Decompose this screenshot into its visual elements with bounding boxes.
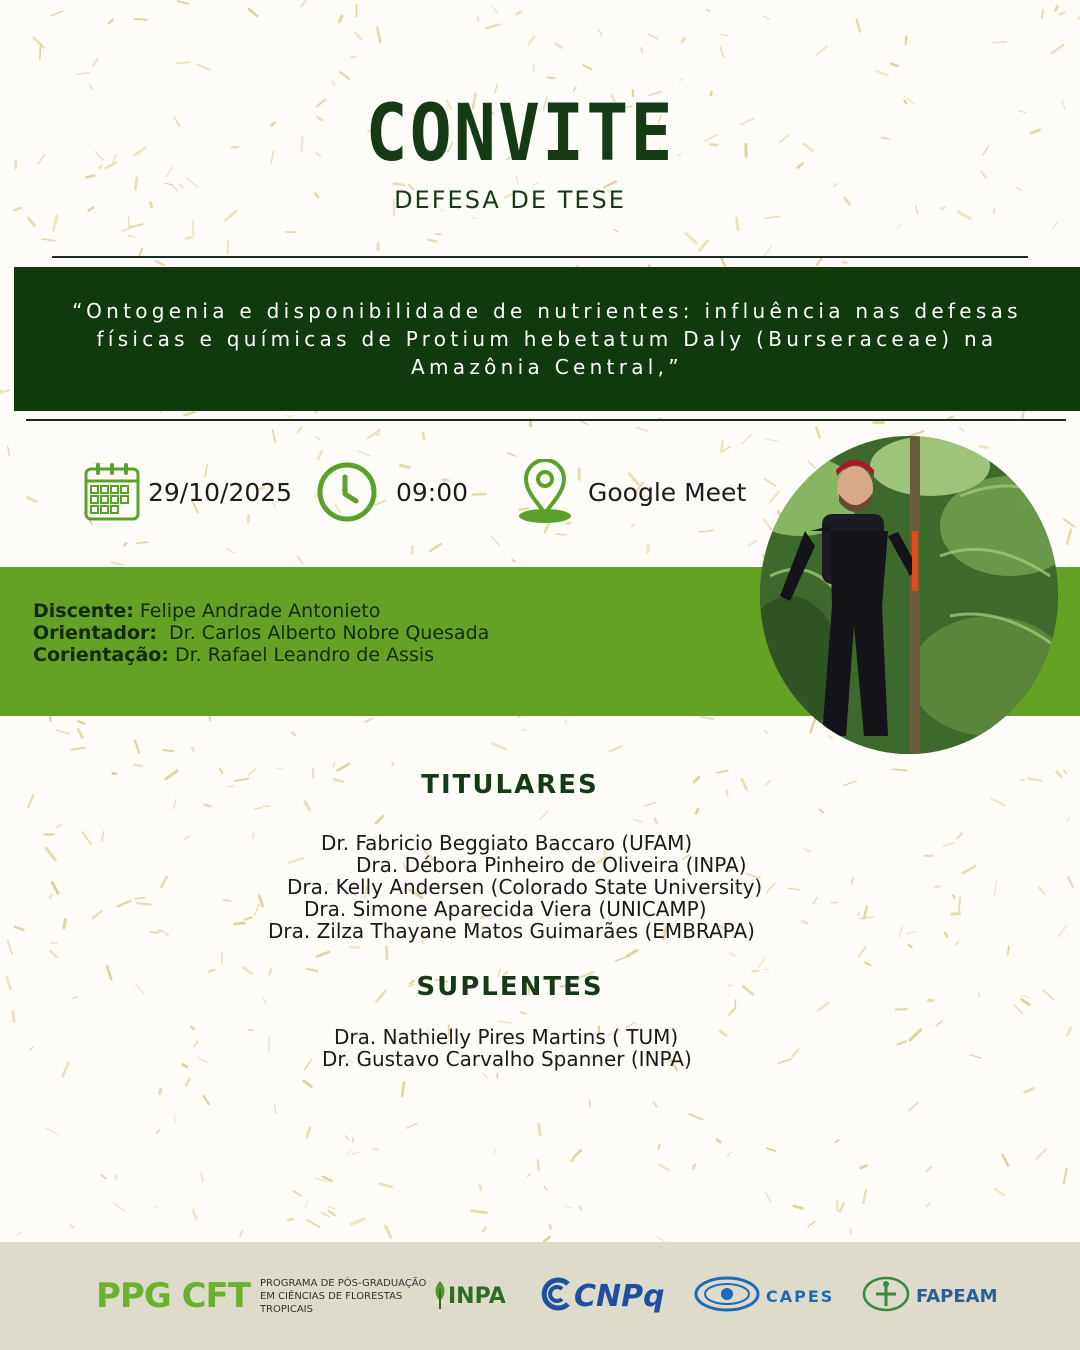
date-item [84, 460, 292, 524]
advisor-line [33, 622, 489, 644]
student-name: Felipe Andrade Antonieto [139, 600, 381, 622]
clock-icon [316, 461, 378, 523]
people-list [33, 600, 489, 666]
page-title: CONVITE [365, 87, 675, 179]
cnpq-text: CNPq [574, 1278, 665, 1314]
divider-top [52, 256, 1028, 258]
thesis-title-box [14, 267, 1080, 411]
page-subtitle: DEFESA DE TESE [394, 186, 626, 214]
advisor-name: Dr. Carlos Alberto Nobre Quesada [169, 622, 490, 644]
cnpq-swirl-icon [538, 1276, 574, 1316]
fapeam-logo [862, 1242, 998, 1350]
titular-2: Dra. Débora Pinheiro de Oliveira (INPA) [356, 853, 747, 877]
suplentes-heading: SUPLENTES [416, 972, 604, 1002]
titular-3: Dra. Kelly Andersen (Colorado State University) [287, 875, 763, 899]
capes-logo [694, 1242, 834, 1350]
titulares-list [268, 831, 763, 943]
fapeam-text: FAPEAM [916, 1285, 998, 1307]
ppgcft-mark: PPG CFT [96, 1276, 250, 1316]
ppgcft-logo [96, 1242, 430, 1350]
fapeam-emblem-icon [862, 1276, 910, 1316]
event-time: 09:00 [396, 477, 469, 507]
titular-4: Dra. Simone Aparecida Viera (UNICAMP) [304, 897, 707, 921]
sponsor-footer [0, 1242, 1080, 1350]
event-location: Google Meet [588, 477, 747, 507]
thesis-title: “Ontogenia e disponibilidade de nutrientes: influência nas defesas físicas e químicas de Protium hebetatum Daly (Burseraceae) na Amazônia Central,” [72, 299, 1022, 379]
ppgcft-description: PROGRAMA DE PÓS-GRADUAÇÃO EM CIÊNCIAS DE FLORESTAS TROPICAIS [259, 1277, 427, 1315]
coadvisor-label: Corientação: [33, 644, 169, 666]
event-date: 29/10/2025 [148, 477, 293, 507]
coadvisor-line [33, 644, 489, 666]
suplentes-list [322, 1026, 692, 1070]
calendar-icon [84, 461, 140, 523]
location-pin-icon [516, 459, 574, 525]
student-line [33, 600, 489, 622]
advisor-label: Orientador: [33, 622, 157, 644]
suplente-1: Dra. Nathielly Pires Martins ( TUM) [334, 1025, 679, 1049]
coadvisor-name: Dr. Rafael Leandro de Assis [174, 644, 435, 666]
inpa-text: INPA [448, 1283, 506, 1309]
student-photo [760, 436, 1058, 754]
capes-text: CAPES [766, 1286, 835, 1306]
time-item [316, 460, 468, 524]
location-item [516, 460, 746, 524]
cnpq-logo [538, 1242, 665, 1350]
inpa-logo [432, 1242, 506, 1350]
titular-5: Dra. Zilza Thayane Matos Guimarães (EMBRAPA) [268, 919, 755, 943]
titular-1: Dr. Fabricio Beggiato Baccaro (UFAM) [321, 831, 693, 855]
divider-bottom [26, 419, 1066, 421]
student-label: Discente: [33, 600, 134, 622]
event-details [0, 460, 760, 530]
inpa-leaf-icon [432, 1279, 448, 1313]
suplente-2: Dr. Gustavo Carvalho Spanner (INPA) [322, 1047, 692, 1071]
titulares-heading: TITULARES [421, 770, 599, 800]
capes-eye-icon [694, 1274, 760, 1318]
